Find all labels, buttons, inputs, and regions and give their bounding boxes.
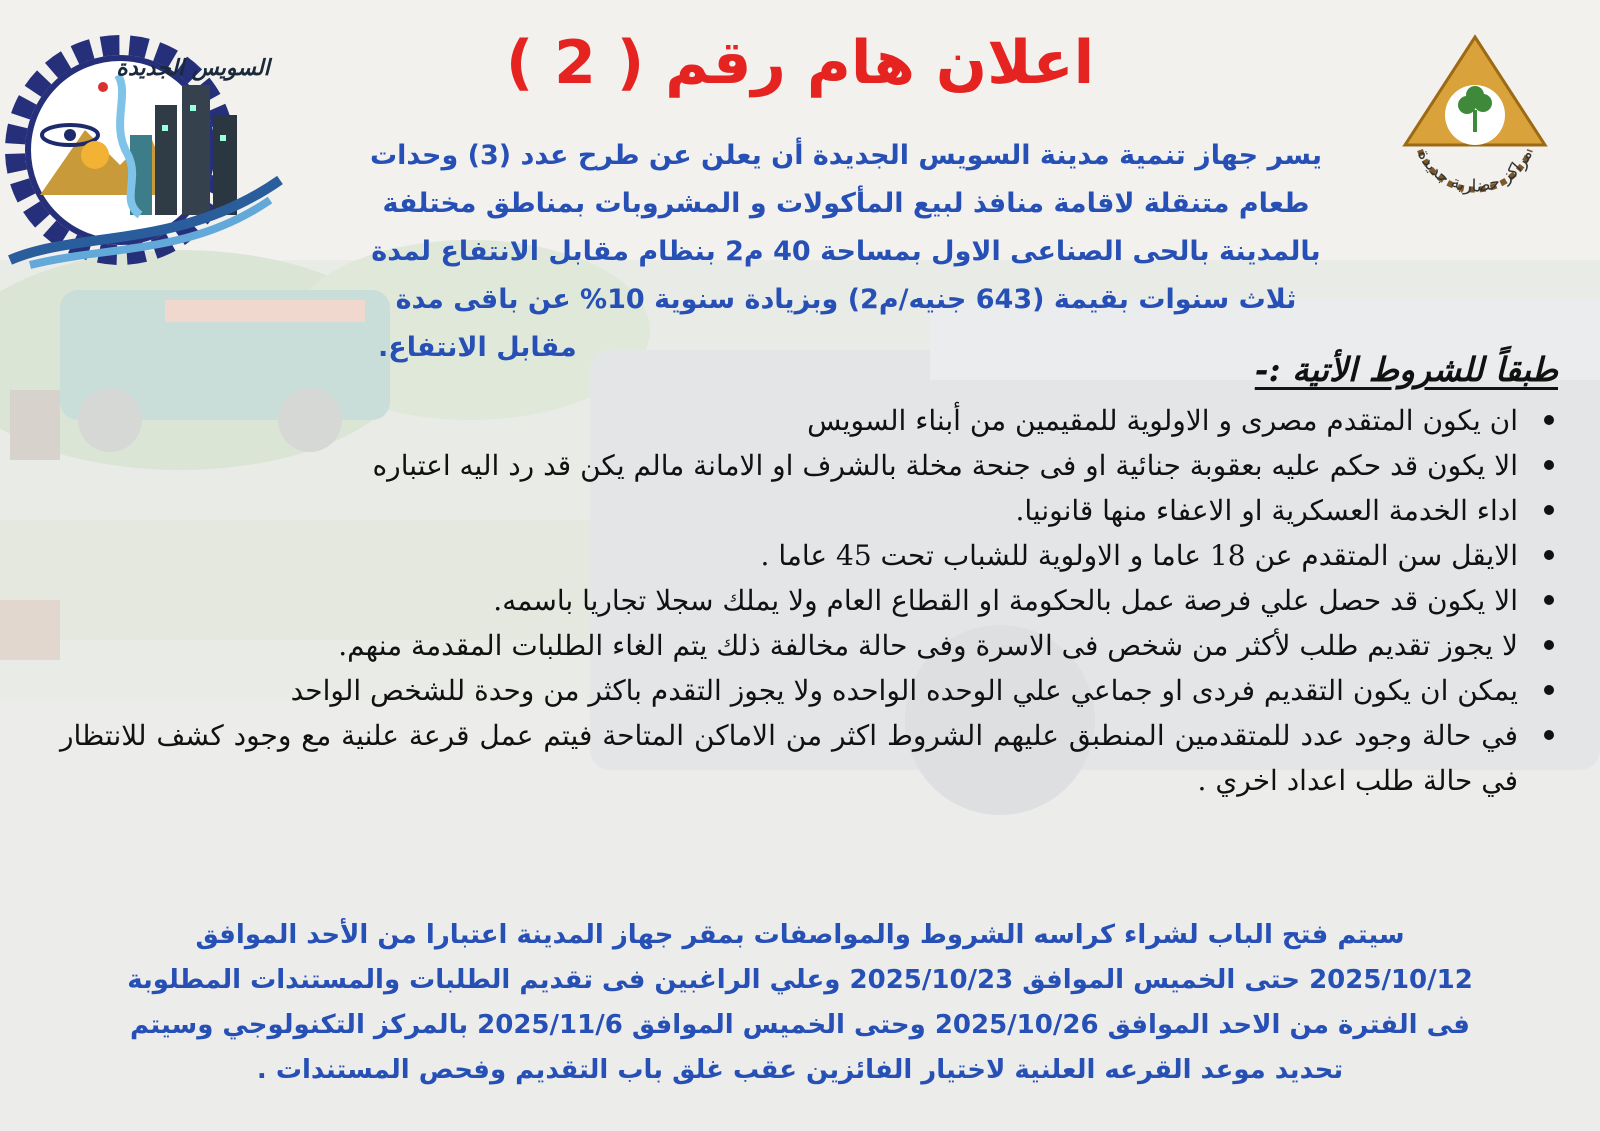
- bullet-icon: [1544, 415, 1554, 425]
- list-item: [60, 668, 1560, 713]
- intro-line: طعام متنقلة لاقامة منافذ لبيع المأكولات و المشروبات بمناطق مختلفة: [382, 188, 1310, 219]
- condition-text: لا يجوز تقديم طلب لأكثر من شخص فى الاسرة وفى حالة مخالفة ذلك يتم الغاء الطلبات المقدمة منهم.: [338, 629, 1518, 662]
- bullet-icon: [1544, 550, 1554, 560]
- announcement-title: اعلان هام رقم ( 2 ): [505, 28, 1095, 98]
- list-item: [60, 533, 1560, 578]
- conditions-list: [60, 398, 1560, 803]
- intro-line: مقابل الانتفاع.: [378, 332, 577, 363]
- svg-text:مراكز حضارية جديدة: [1413, 146, 1537, 197]
- conditions-heading: طبقاً للشروط الأتية :-: [1254, 350, 1558, 389]
- intro-line: يسر جهاز تنمية مدينة السويس الجديدة أن يعلن عن طرح عدد (3) وحدات: [370, 140, 1322, 171]
- new-suez-city-logo: [0, 15, 300, 275]
- condition-text: الا يكون قد حكم عليه بعقوبة جنائية او فى جنحة مخلة بالشرف او الامانة مالم يكن قد رد اليه اعتباره: [372, 449, 1518, 482]
- footer-line: فى الفترة من الاحد الموافق 2025/10/26 وحتى الخميس الموافق 2025/11/6 بالمركز التكنولوجي وسيتم: [130, 1010, 1470, 1040]
- footer-line: 2025/10/12 حتى الخميس الموافق 2025/10/23 وعلي الراغبين فى تقديم الطلبات والمستندات المطلوبة: [127, 965, 1473, 995]
- condition-text: الايقل سن المتقدم عن 18 عاما و الاولوية للشباب تحت 45 عاما .: [760, 539, 1518, 572]
- condition-text: اداء الخدمة العسكرية او الاعفاء منها قانونيا.: [1015, 494, 1518, 527]
- logo-suez-text: السويس الجديدة: [116, 55, 270, 81]
- announcement-intro: [318, 132, 1374, 372]
- bullet-icon: [1544, 460, 1554, 470]
- intro-line: ثلاث سنوات بقيمة (643 جنيه/م2) وبزيادة سنوية 10% عن باقى مدة: [395, 284, 1297, 315]
- footer-line: سيتم فتح الباب لشراء كراسه الشروط والمواصفات بمقر جهاز المدينة اعتبارا من الأحد الموافق: [195, 920, 1405, 950]
- list-item: [60, 623, 1560, 668]
- condition-text: ان يكون المتقدم مصرى و الاولوية للمقيمين من أبناء السويس: [807, 404, 1518, 437]
- condition-text: الا يكون قد حصل علي فرصة عمل بالحكومة او القطاع العام ولا يملك سجلا تجاريا باسمه.: [493, 584, 1518, 617]
- footer-line: تحديد موعد القرعه العلنية لاختيار الفائزين عقب غلق باب التقديم وفحص المستندات .: [256, 1055, 1344, 1085]
- list-item: [60, 578, 1560, 623]
- list-item: [60, 713, 1560, 803]
- civilization-centers-logo: [1395, 25, 1555, 205]
- bullet-icon: [1544, 730, 1554, 740]
- list-item: [60, 443, 1560, 488]
- application-dates-notice: [28, 913, 1572, 1093]
- list-item: [60, 398, 1560, 443]
- bullet-icon: [1544, 505, 1554, 515]
- condition-text: يمكن ان يكون التقديم فردى او جماعي علي الوحده الواحده ولا يجوز التقدم باكثر من وحدة للشخص الواحد: [290, 674, 1518, 707]
- bullet-icon: [1544, 595, 1554, 605]
- logo-centers-text: مراكز حضارية جديدة: [1413, 146, 1537, 197]
- bullet-icon: [1544, 685, 1554, 695]
- condition-text: في حالة وجود عدد للمتقدمين المنطبق عليهم الشروط اكثر من الاماكن المتاحة فيتم عمل قرعة علنية مع وجود كشف للانتظار في حالة طلب اعداد اخري .: [60, 719, 1518, 797]
- bullet-icon: [1544, 640, 1554, 650]
- list-item: [60, 488, 1560, 533]
- intro-line: بالمدينة بالحى الصناعى الاول بمساحة 40 م2 بنظام مقابل الانتفاع لمدة: [371, 236, 1321, 267]
